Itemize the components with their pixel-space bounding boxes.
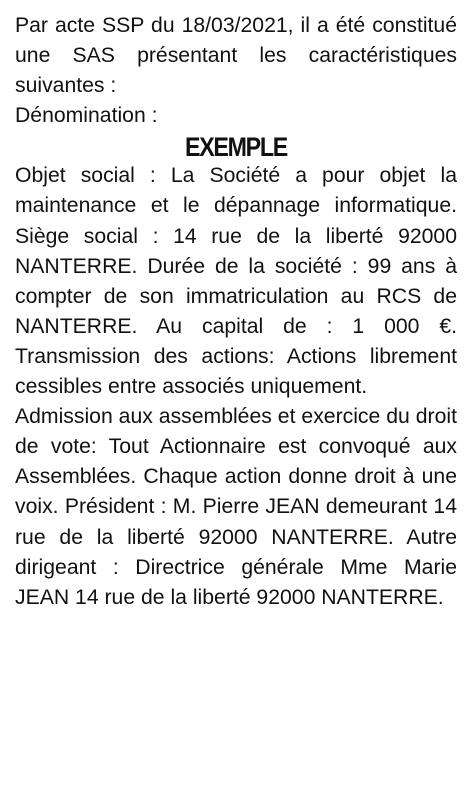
objet-social-paragraph: Objet social : La Société a pour objet la maintenance et le dépannage informatique. Siège social : 14 rue de la liberté 92000 NANTERRE. Durée de la société : 99 ans à compter de son immatriculation au RCS de NANTERRE. Au capital de : 1 000 €. Transmission des actions: Actions librement cessibles entre associés uniquement. [15, 164, 457, 399]
denomination-label: Dénomination : [15, 104, 158, 128]
company-name: EXEMPLE [185, 132, 287, 163]
legal-notice [15, 11, 457, 613]
notice-intro: Par acte SSP du 18/03/2021, il a été constitué une SAS présentant les caractéristiques suivantes : [15, 14, 457, 98]
admission-paragraph: Admission aux assemblées et exercice du droit de vote: Tout Actionnaire est convoqué aux Assemblées. Chaque action donne droit à une voix. Président : M. Pierre JEAN demeurant 14 rue de la liberté 92000 NANTERRE. Autre dirigeant : Directrice générale Mme Marie JEAN 14 rue de la liberté 92000 NANTERRE. [15, 405, 457, 609]
